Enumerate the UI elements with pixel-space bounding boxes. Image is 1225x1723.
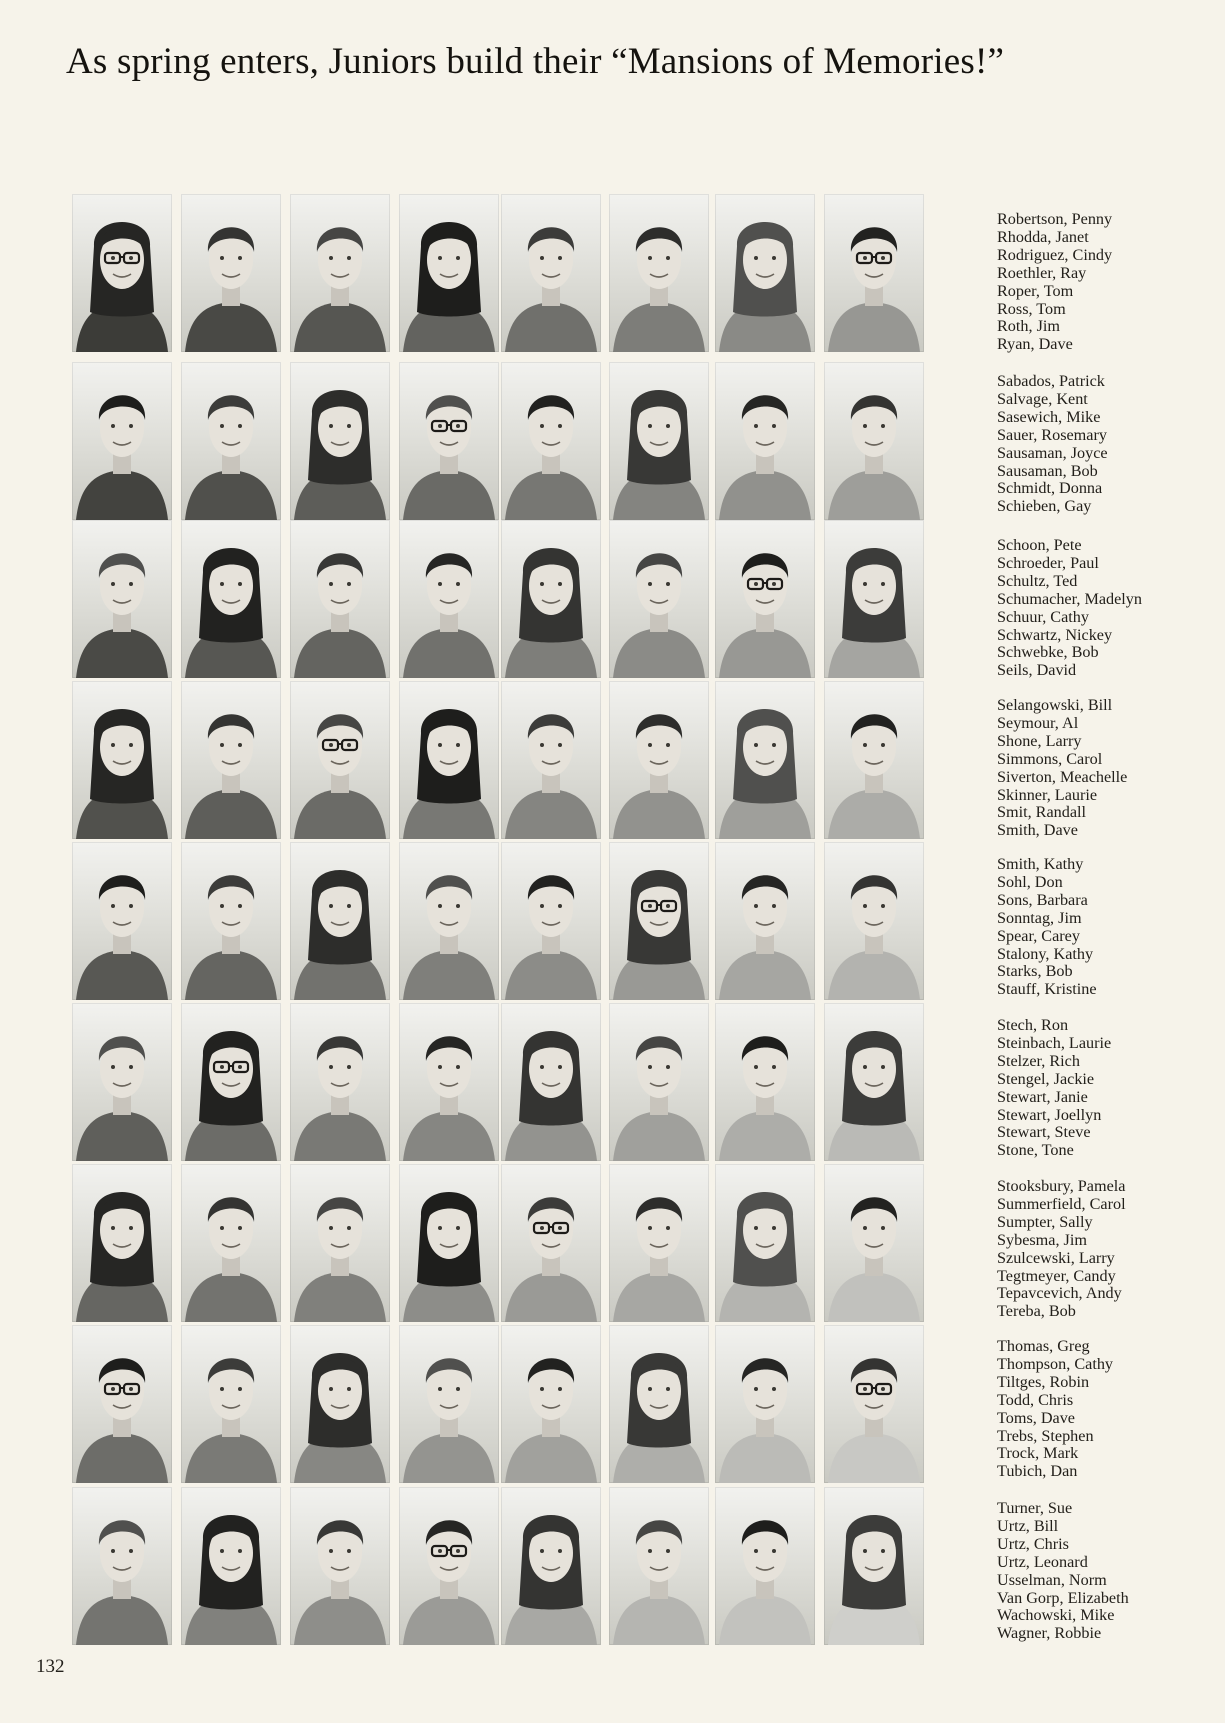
student-portrait [715,362,815,520]
student-name: Schwartz, Nickey [997,625,1113,644]
student-name: Siverton, Meachelle [997,767,1128,786]
student-name: Spear, Carey [997,926,1080,945]
student-portrait [181,1164,281,1322]
student-name: Schultz, Ted [997,571,1078,590]
student-portrait [609,1003,709,1161]
student-portrait [824,681,924,839]
student-portrait [290,842,390,1000]
student-name: Schumacher, Madelyn [997,589,1142,608]
student-portrait [824,1487,924,1645]
student-portrait [824,1164,924,1322]
student-name: Rhodda, Janet [997,227,1089,246]
student-name: Stelzer, Rich [997,1051,1080,1070]
student-portrait [72,1325,172,1483]
student-portrait [609,1487,709,1645]
student-name: Stooksbury, Pamela [997,1177,1126,1195]
student-portrait [501,194,601,352]
student-name: Urtz, Bill [997,1516,1059,1535]
student-portrait [501,1487,601,1645]
student-name: Szulcewski, Larry [997,1248,1115,1267]
student-name: Todd, Chris [997,1390,1074,1409]
student-name: Schoon, Pete [997,536,1082,554]
student-name: Tiltges, Robin [997,1372,1090,1391]
student-portrait [181,842,281,1000]
student-name: Roethler, Ray [997,263,1087,282]
student-name: Stewart, Janie [997,1087,1088,1106]
student-portrait [609,681,709,839]
student-portrait [715,194,815,352]
student-name: Usselman, Norm [997,1570,1107,1589]
student-name: Salvage, Kent [997,389,1088,408]
student-name: Smit, Randall [997,803,1087,822]
student-portrait [399,1325,499,1483]
student-name: Wachowski, Mike [997,1606,1115,1625]
student-name: Roth, Jim [997,317,1060,336]
student-name: Robertson, Penny [997,210,1113,228]
student-portrait [72,362,172,520]
student-portrait [609,1325,709,1483]
student-portrait [609,1164,709,1322]
student-name: Skinner, Laurie [997,785,1098,804]
student-name: Stech, Ron [997,1016,1069,1034]
student-name: Urtz, Chris [997,1534,1069,1553]
student-portrait [609,842,709,1000]
student-portrait [181,194,281,352]
student-name: Thompson, Cathy [997,1354,1114,1373]
student-portrait [399,1164,499,1322]
student-portrait [715,1003,815,1161]
student-portrait [181,520,281,678]
name-list-row-3 [997,537,1217,680]
student-name: Stauff, Kristine [997,980,1097,999]
student-portrait [290,194,390,352]
student-name: Urtz, Leonard [997,1552,1088,1571]
student-name: Steinbach, Laurie [997,1033,1112,1052]
student-name: Ryan, Dave [997,335,1073,354]
student-name: Schuur, Cathy [997,607,1089,626]
student-name: Sohl, Don [997,872,1063,891]
student-name: Starks, Bob [997,962,1073,981]
student-portrait [290,1325,390,1483]
name-list-row-8 [997,1338,1217,1481]
student-name: Stewart, Joellyn [997,1105,1102,1124]
name-list-row-4 [997,697,1217,840]
student-name: Simmons, Carol [997,749,1103,768]
name-list-row-7 [997,1178,1217,1321]
student-portrait [72,681,172,839]
student-portrait [399,1003,499,1161]
student-portrait [501,842,601,1000]
student-portrait [399,194,499,352]
student-name: Seymour, Al [997,713,1079,732]
student-name: Tepavcevich, Andy [997,1284,1122,1303]
student-name: Selangowski, Bill [997,696,1113,714]
student-name: Turner, Sue [997,1499,1073,1517]
student-portrait [501,681,601,839]
student-portrait [72,842,172,1000]
student-portrait [501,520,601,678]
student-portrait [824,1325,924,1483]
student-name: Schwebke, Bob [997,643,1099,662]
student-portrait [609,194,709,352]
student-name: Wagner, Robbie [997,1624,1102,1643]
name-list-row-5 [997,856,1217,999]
name-list-row-9 [997,1500,1217,1643]
student-portrait [501,1003,601,1161]
student-portrait [715,681,815,839]
student-portrait [824,1003,924,1161]
student-portrait [824,362,924,520]
student-portrait [181,1325,281,1483]
student-portrait [715,1325,815,1483]
student-portrait [72,520,172,678]
student-portrait [824,194,924,352]
student-name: Van Gorp, Elizabeth [997,1588,1129,1607]
student-portrait [181,1487,281,1645]
student-portrait [72,194,172,352]
student-portrait [399,520,499,678]
student-name: Thomas, Greg [997,1337,1090,1355]
student-name: Sonntag, Jim [997,908,1082,927]
student-portrait [290,681,390,839]
student-name: Sausaman, Bob [997,461,1098,480]
student-name: Schroeder, Paul [997,553,1099,572]
student-portrait [72,1164,172,1322]
student-name: Sauer, Rosemary [997,425,1107,444]
page-number: 132 [36,1656,65,1677]
student-name: Stalony, Kathy [997,944,1094,963]
student-name: Rodriguez, Cindy [997,245,1113,264]
student-portrait [609,520,709,678]
student-name: Sybesma, Jim [997,1230,1087,1249]
student-name: Smith, Kathy [997,855,1084,873]
student-portrait [715,842,815,1000]
student-portrait [72,1487,172,1645]
student-portrait [290,362,390,520]
student-name: Sons, Barbara [997,890,1088,909]
student-portrait [501,1325,601,1483]
student-portrait [824,520,924,678]
student-portrait [290,520,390,678]
student-name: Sausaman, Joyce [997,443,1108,462]
student-name: Sabados, Patrick [997,372,1105,390]
student-name: Seils, David [997,661,1077,680]
student-name: Tereba, Bob [997,1302,1076,1321]
student-portrait [72,1003,172,1161]
student-portrait [715,1487,815,1645]
student-name: Ross, Tom [997,299,1066,318]
name-list-row-6 [997,1017,1217,1160]
student-portrait [290,1487,390,1645]
student-name: Schmidt, Donna [997,479,1103,498]
name-list-row-2 [997,373,1217,516]
student-name: Trebs, Stephen [997,1426,1094,1445]
student-portrait [399,681,499,839]
student-portrait [501,1164,601,1322]
student-portrait [399,1487,499,1645]
student-portrait [181,362,281,520]
student-portrait [399,362,499,520]
student-portrait [181,1003,281,1161]
student-name: Roper, Tom [997,281,1074,300]
student-portrait [501,362,601,520]
student-portrait [609,362,709,520]
page-title: As spring enters, Juniors build their “Mansions of Memories!” [66,41,1005,82]
student-name: Stone, Tone [997,1141,1074,1160]
student-name: Toms, Dave [997,1408,1075,1427]
student-name: Sasewich, Mike [997,407,1101,426]
student-portrait [824,842,924,1000]
name-list-row-1 [997,211,1217,354]
student-portrait [290,1164,390,1322]
student-name: Shone, Larry [997,731,1082,750]
student-name: Tubich, Dan [997,1462,1078,1481]
student-name: Trock, Mark [997,1444,1079,1463]
student-name: Stengel, Jackie [997,1069,1095,1088]
student-portrait [399,842,499,1000]
student-name: Sumpter, Sally [997,1212,1093,1231]
student-portrait [290,1003,390,1161]
student-name: Schieben, Gay [997,497,1092,516]
student-portrait [181,681,281,839]
student-name: Tegtmeyer, Candy [997,1266,1116,1285]
student-name: Smith, Dave [997,821,1078,840]
student-name: Summerfield, Carol [997,1194,1126,1213]
student-name: Stewart, Steve [997,1123,1091,1142]
student-portrait [715,1164,815,1322]
student-portrait [715,520,815,678]
